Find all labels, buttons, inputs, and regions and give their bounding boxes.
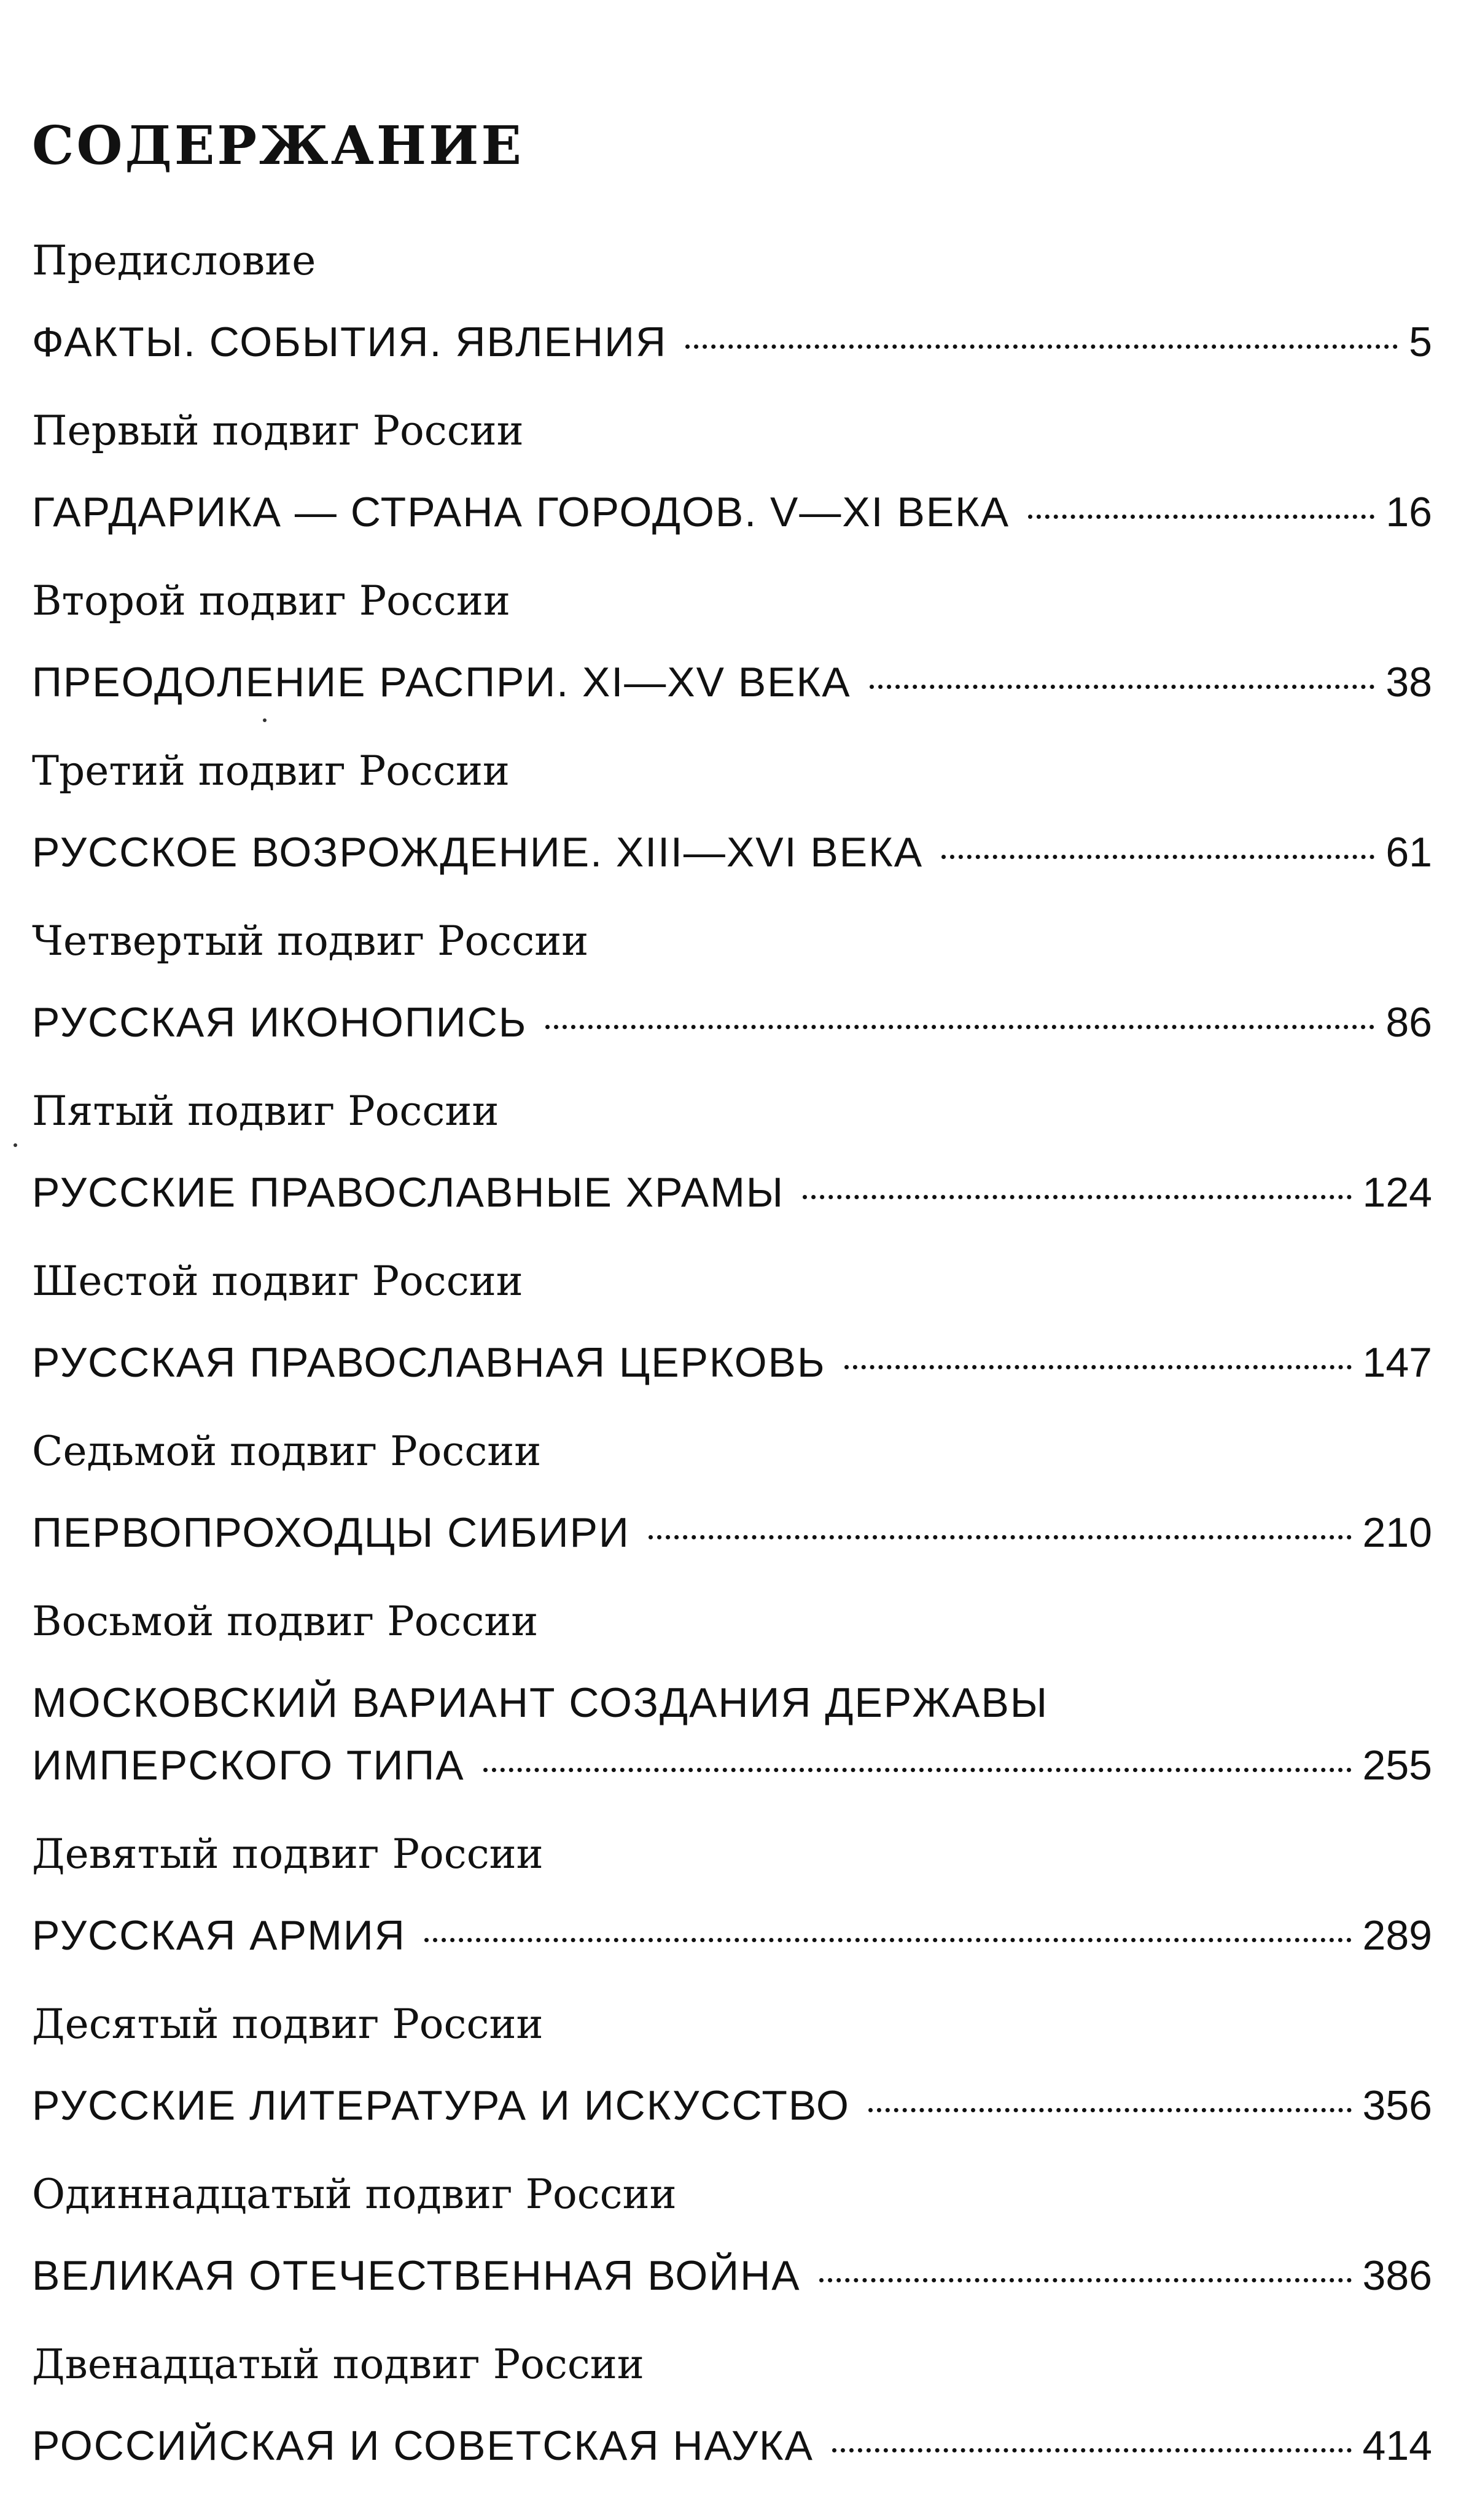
dot-leader [649,1535,1352,1539]
toc-page-number: 255 [1362,1742,1432,1789]
toc-section-label: Десятый подвиг России [32,2001,544,2048]
toc-section-label: Шестой подвиг России [32,1258,523,1305]
toc-entry [32,2170,1432,2300]
toc-title-line[interactable] [32,658,1432,707]
toc-entry [32,2000,1432,2130]
toc-title: РУССКАЯ ИКОНОПИСЬ [32,999,528,1046]
toc-entry [32,1830,1432,1960]
toc-title: РОССИЙСКАЯ И СОВЕТСКАЯ НАУКА [32,2422,814,2469]
toc-section-label: Второй подвиг России [32,577,510,624]
toc-title: РУССКАЯ АРМИЯ [32,1912,406,1959]
print-speck [14,1143,17,1147]
toc-entry [32,747,1432,877]
toc-entry [32,1597,1432,1790]
toc-title-line[interactable] [32,488,1432,537]
toc-section-label: Восьмой подвиг России [32,1598,539,1645]
toc-title-line[interactable] [32,1338,1432,1387]
toc-title: РУССКАЯ ПРАВОСЛАВНАЯ ЦЕРКОВЬ [32,1339,826,1386]
toc-entry [32,406,1432,537]
toc-page-number: 16 [1385,489,1432,535]
dot-leader [819,2278,1352,2282]
dot-leader [685,344,1398,349]
dot-leader [545,1025,1374,1029]
toc-section-label: Пятый подвиг России [32,1087,499,1135]
toc-title-line[interactable] [32,828,1432,877]
dot-leader [844,1365,1352,1369]
toc-title-line[interactable] [32,1911,1432,1960]
toc-entry [32,1087,1432,1217]
toc-title: ИМПЕРСКОГО ТИПА [32,1742,465,1789]
dot-leader [483,1768,1352,1772]
dot-leader [424,1938,1352,1942]
toc-title-line[interactable] [32,1508,1432,1557]
toc-title: РУССКИЕ ПРАВОСЛАВНЫЕ ХРАМЫ [32,1169,785,1216]
toc-title: ГАРДАРИКА — СТРАНА ГОРОДОВ. V—XI ВЕКА [32,489,1010,535]
toc-title-line[interactable] [32,2251,1432,2300]
toc-title: ПРЕОДОЛЕНИЕ РАСПРИ. XI—XV ВЕКА [32,659,851,706]
dot-leader [870,685,1375,689]
toc-title-line[interactable] [32,317,1432,367]
toc-section-label: Двенадцатый подвиг России [32,2341,644,2388]
table-of-contents [32,236,1432,2510]
toc-title: ПЕРВОПРОХОДЦЫ СИБИРИ [32,1509,630,1556]
toc-title-line[interactable] [32,2421,1432,2470]
toc-page-number: 86 [1385,999,1432,1046]
toc-title: ФАКТЫ. СОБЫТИЯ. ЯВЛЕНИЯ [32,319,668,365]
toc-page-number: 61 [1385,829,1432,876]
toc-page-number: 414 [1362,2422,1432,2469]
toc-section-label: Предисловие [32,237,316,284]
dot-leader [832,2448,1352,2452]
toc-section-label: Третий подвиг России [32,747,510,795]
toc-section-label: Седьмой подвиг России [32,1428,542,1475]
toc-title-line[interactable] [32,2081,1432,2130]
toc-title: РУССКОЕ ВОЗРОЖДЕНИЕ. XIII—XVI ВЕКА [32,829,924,876]
toc-section-label: Четвертый подвиг России [32,917,589,965]
dot-leader [1028,515,1374,519]
toc-title-line[interactable] [32,1741,1432,1790]
toc-section-label: Первый подвиг России [32,407,524,454]
toc-page-number: 5 [1409,319,1432,365]
toc-entry [32,236,1432,367]
toc-entry [32,917,1432,1047]
toc-title-first-line[interactable]: МОСКОВСКИЙ ВАРИАНТ СОЗДАНИЯ ДЕРЖАВЫ [32,1679,1049,1726]
toc-entry [32,1257,1432,1387]
toc-entry [32,1427,1432,1557]
toc-page-number: 386 [1362,2252,1432,2299]
dot-leader [803,1195,1351,1199]
toc-section-label: Одиннадцатый подвиг России [32,2171,677,2218]
toc-page-number: 356 [1362,2082,1432,2129]
dot-leader [941,855,1374,859]
toc-entry [32,2340,1432,2470]
toc-section-label: Девятый подвиг России [32,1830,544,1878]
toc-title-line[interactable] [32,1168,1432,1217]
toc-page-number: 289 [1362,1912,1432,1959]
toc-page-number: 210 [1362,1509,1432,1556]
toc-entry [32,577,1432,707]
toc-page-number: 124 [1362,1169,1432,1216]
dot-leader [868,2108,1352,2112]
toc-title: РУССКИЕ ЛИТЕРАТУРА И ИСКУССТВО [32,2082,850,2129]
toc-title: ВЕЛИКАЯ ОТЕЧЕСТВЕННАЯ ВОЙНА [32,2252,801,2299]
page-title: СОДЕРЖАНИЕ [32,115,524,177]
toc-page-number: 147 [1362,1339,1432,1386]
print-speck [263,718,267,722]
toc-title-line[interactable] [32,998,1432,1047]
toc-page-number: 38 [1385,659,1432,706]
